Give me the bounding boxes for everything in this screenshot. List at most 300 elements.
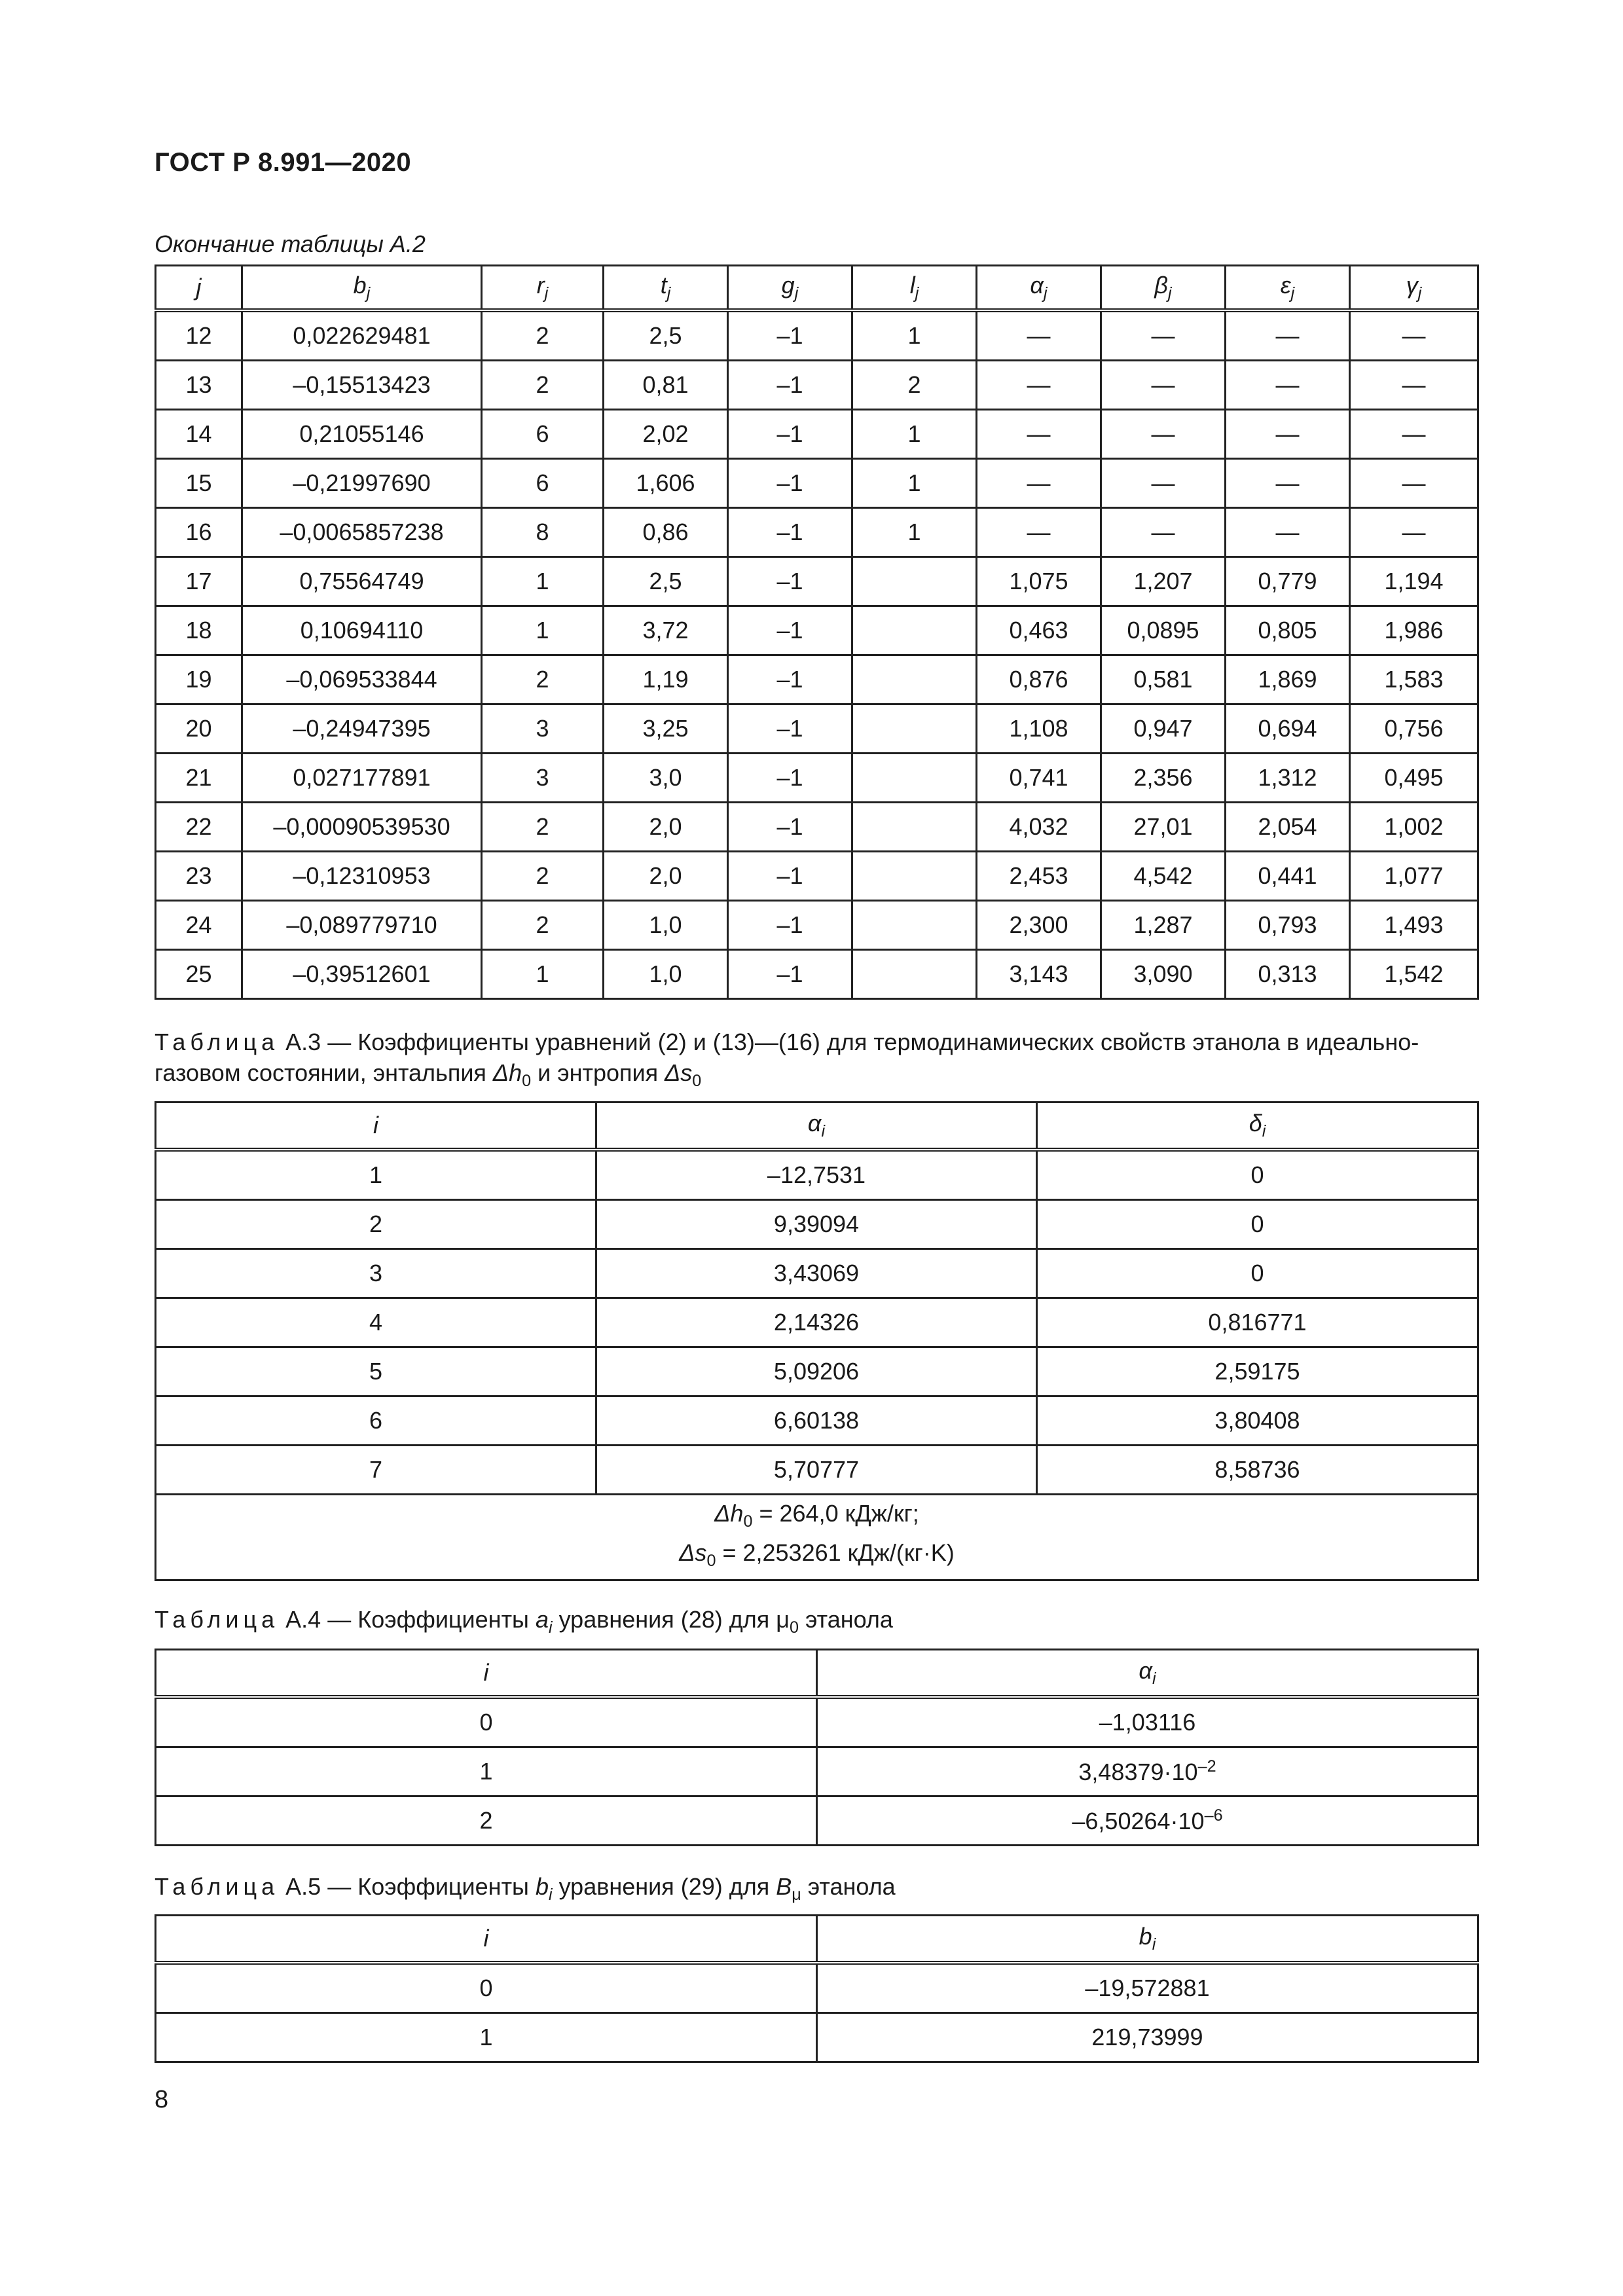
- table-a3-cell: 0: [1037, 1150, 1478, 1200]
- table-a2-cell: —: [1226, 410, 1350, 459]
- table-a2-header-subscript: j: [794, 284, 799, 303]
- table-a2-cell: 12: [156, 310, 242, 361]
- table-a2-cell: 0,463: [977, 606, 1101, 655]
- table-a3-cell: 5: [156, 1347, 596, 1396]
- table-a2-cell: –1: [728, 557, 852, 606]
- table-a2-row: [156, 361, 1478, 410]
- table-a3-header-cell: [1037, 1102, 1478, 1150]
- table-a2-cell: 1: [852, 310, 977, 361]
- table-a2-row: [156, 410, 1478, 459]
- table-a2-cell: 6: [482, 410, 604, 459]
- table-a4-value-mantissa: –6,50264·10: [1072, 1808, 1205, 1834]
- table-a3-cell: 9,39094: [596, 1200, 1037, 1249]
- table-a2-cell: 1,542: [1350, 950, 1478, 999]
- table-a5-caption-text-2: уравнения (29) для: [552, 1873, 776, 1900]
- table-a3-row: [156, 1150, 1478, 1200]
- table-a5-caption-B-sub: μ: [792, 1886, 801, 1904]
- table-a2-cell: 2: [482, 310, 604, 361]
- table-a5-body: [156, 1963, 1478, 2062]
- table-a5-caption-text-3: этанола: [801, 1873, 896, 1900]
- table-a4-header-row: [156, 1650, 1478, 1698]
- table-a2-cell: 6: [482, 459, 604, 508]
- table-a2-cell: 4,542: [1101, 852, 1226, 901]
- table-a2-cell: 2: [852, 361, 977, 410]
- table-a2-header-symbol: α: [1030, 271, 1044, 299]
- table-a2-cell: –1: [728, 754, 852, 803]
- table-a2-cell: 0,10694110: [242, 606, 482, 655]
- table-a2-cell: [852, 557, 977, 606]
- table-a5-caption-B: B: [776, 1873, 792, 1900]
- table-a3-cell: –12,7531: [596, 1150, 1037, 1200]
- table-a2-cell: —: [1101, 410, 1226, 459]
- table-a2-header-cell: [1226, 266, 1350, 311]
- table-a2-cell: 23: [156, 852, 242, 901]
- table-a2-cell: 3,25: [604, 704, 728, 754]
- table-a2-cell: —: [1350, 361, 1478, 410]
- table-a2-cell: 1,0: [604, 901, 728, 950]
- table-a3-note: [156, 1495, 1478, 1580]
- table-a2-header-subscript: j: [666, 284, 671, 303]
- table-a2-header-cell: [977, 266, 1101, 311]
- table-a2-cell: 1,869: [1226, 655, 1350, 704]
- table-a2-cell: 2,300: [977, 901, 1101, 950]
- table-a2-cell: 27,01: [1101, 803, 1226, 852]
- table-a4-cell: 2: [156, 1796, 817, 1846]
- table-a2-cell: 2: [482, 361, 604, 410]
- table-a2-cell: 0,027177891: [242, 754, 482, 803]
- table-a3-caption-text-2: газовом состоянии, энтальпия: [155, 1059, 493, 1086]
- table-a2-header-subscript: j: [366, 284, 371, 303]
- table-a2-cell: 2: [482, 803, 604, 852]
- table-a4-header-cell: [817, 1650, 1478, 1698]
- table-a2-cell: 0,581: [1101, 655, 1226, 704]
- table-a2-cell: 1,194: [1350, 557, 1478, 606]
- page-number: 8: [155, 2086, 169, 2113]
- table-a2-header-cell: [728, 266, 852, 311]
- table-a3-caption-dh: Δh: [492, 1059, 522, 1086]
- table-a3-caption-and: и энтропия: [531, 1059, 665, 1086]
- table-a2-cell: –1: [728, 704, 852, 754]
- table-a2-cell: 1,287: [1101, 901, 1226, 950]
- table-a4-caption-text-2: уравнения (28) для: [552, 1606, 776, 1633]
- table-a2-cell: 1,108: [977, 704, 1101, 754]
- table-a2-cell: —: [1226, 508, 1350, 557]
- table-a5-caption-label: Таблица: [155, 1873, 280, 1900]
- table-a2-cell: 3: [482, 754, 604, 803]
- table-a2-cell: 1,002: [1350, 803, 1478, 852]
- table-a2-header-symbol: γ: [1406, 271, 1418, 299]
- table-a2-cell: 1,986: [1350, 606, 1478, 655]
- table-a2-cell: 2,054: [1226, 803, 1350, 852]
- table-a2-cell: —: [977, 459, 1101, 508]
- table-a3-header-subscript: i: [1262, 1122, 1266, 1141]
- table-a2-cell: —: [1350, 508, 1478, 557]
- note-dh-value: = 264,0 кДж/кг;: [752, 1499, 919, 1527]
- table-a3-caption-ds-sub: 0: [692, 1072, 702, 1091]
- note-dh-sub: 0: [743, 1512, 753, 1531]
- table-a2-cell: 1,312: [1226, 754, 1350, 803]
- table-a2-header-subscript: j: [915, 284, 919, 303]
- table-a3-caption-label: Таблица: [155, 1029, 280, 1055]
- table-a2-cell: 19: [156, 655, 242, 704]
- table-a2-cell: 1,19: [604, 655, 728, 704]
- table-a2-header-symbol: r: [536, 271, 545, 299]
- table-a2-cell: [852, 754, 977, 803]
- table-a5-caption-number: А.5: [285, 1873, 321, 1900]
- table-a2-cell: –1: [728, 310, 852, 361]
- table-a2-row: [156, 803, 1478, 852]
- table-a4-cell: [817, 1796, 1478, 1846]
- table-a2-header-subscript: j: [1043, 284, 1048, 303]
- table-a3-header-symbol: i: [373, 1112, 378, 1139]
- table-a5-cell: 219,73999: [817, 2013, 1478, 2062]
- table-a4-caption-label: Таблица: [155, 1606, 280, 1633]
- table-a5-row: [156, 2013, 1478, 2062]
- table-a4-header-symbol: α: [1139, 1656, 1152, 1684]
- table-a2-cell: —: [1101, 459, 1226, 508]
- table-a5-header-cell: [817, 1916, 1478, 1963]
- table-a2-header-subscript: j: [1417, 284, 1422, 303]
- table-a3-cell: 3,43069: [596, 1249, 1037, 1298]
- table-a2-cell: 1: [482, 557, 604, 606]
- table-a3-cell: 2,59175: [1037, 1347, 1478, 1396]
- table-a2-cell: 24: [156, 901, 242, 950]
- table-a3-cell: 6,60138: [596, 1396, 1037, 1446]
- table-a2-cell: 2,5: [604, 310, 728, 361]
- table-a2-header-symbol: l: [909, 271, 915, 299]
- table-a4-header-cell: [156, 1650, 817, 1698]
- table-a2-cell: 0,741: [977, 754, 1101, 803]
- table-a5-cell: –19,572881: [817, 1963, 1478, 2013]
- table-a2-cell: 0,805: [1226, 606, 1350, 655]
- table-a2-row: [156, 459, 1478, 508]
- table-a2-cell: –0,15513423: [242, 361, 482, 410]
- table-a2-cell: –0,24947395: [242, 704, 482, 754]
- table-a2-cell: 1: [482, 606, 604, 655]
- table-a4-row: [156, 1747, 1478, 1796]
- table-a3-row: [156, 1200, 1478, 1249]
- table-a2-cell: 0,75564749: [242, 557, 482, 606]
- table-a5-header-row: [156, 1916, 1478, 1963]
- table-a3-cell: 1: [156, 1150, 596, 1200]
- table-a3-header-symbol: δ: [1249, 1109, 1262, 1137]
- table-a2-cell: 18: [156, 606, 242, 655]
- table-a2-cell: [852, 655, 977, 704]
- table-a2-cell: 2,356: [1101, 754, 1226, 803]
- table-a5-row: [156, 1963, 1478, 2013]
- table-a2-cell: —: [977, 508, 1101, 557]
- table-a2-cell: –1: [728, 606, 852, 655]
- table-a3-caption-number: А.3: [285, 1029, 321, 1055]
- table-a2-header-symbol: j: [196, 274, 202, 301]
- table-a2-row: [156, 606, 1478, 655]
- table-a2-cell: —: [1226, 459, 1350, 508]
- table-a2-cell: [852, 606, 977, 655]
- table-a2-row: [156, 950, 1478, 999]
- table-a2-cell: 0,793: [1226, 901, 1350, 950]
- table-a3: [155, 1101, 1479, 1581]
- table-a3-cell: 6: [156, 1396, 596, 1446]
- table-a2-header-symbol: t: [660, 271, 667, 299]
- note-ds-value: = 2,253261 кДж/(кг·K): [716, 1539, 955, 1566]
- table-a3-cell: 3: [156, 1249, 596, 1298]
- table-a2-cell: —: [977, 361, 1101, 410]
- table-a2-row: [156, 557, 1478, 606]
- table-a2-cell: 1: [852, 459, 977, 508]
- table-a4-caption: [155, 1604, 1484, 1643]
- table-a2-header-cell: [852, 266, 977, 311]
- table-a2-header-symbol: ε: [1280, 271, 1291, 299]
- table-a4-row: [156, 1697, 1478, 1747]
- table-a2-cell: 1: [852, 410, 977, 459]
- table-a2-cell: 1: [852, 508, 977, 557]
- table-a2-cell: 0,756: [1350, 704, 1478, 754]
- table-a2-cell: 0,86: [604, 508, 728, 557]
- table-a2-cell: 17: [156, 557, 242, 606]
- table-a2-cell: –0,12310953: [242, 852, 482, 901]
- table-a4-value-mantissa: 3,48379·10: [1078, 1758, 1198, 1785]
- table-a2-cell: 3,090: [1101, 950, 1226, 999]
- table-a2-header-cell: [1350, 266, 1478, 311]
- table-a2-cell: 2,0: [604, 852, 728, 901]
- table-a3-cell: 8,58736: [1037, 1446, 1478, 1495]
- table-a3-header-symbol: α: [807, 1109, 822, 1137]
- table-a4-header-subscript: i: [1152, 1669, 1156, 1688]
- table-a5-caption-text-1: — Коэффициенты: [321, 1873, 536, 1900]
- table-a3-note-row: [156, 1495, 1478, 1580]
- table-a3-caption-dh-sub: 0: [522, 1072, 532, 1091]
- table-a2-cell: 1,075: [977, 557, 1101, 606]
- table-a2-cell: 13: [156, 361, 242, 410]
- table-a2-cell: 0,81: [604, 361, 728, 410]
- table-a2-cell: 8: [482, 508, 604, 557]
- table-a2-cell: 0,022629481: [242, 310, 482, 361]
- table-a3-cell: 0: [1037, 1249, 1478, 1298]
- table-a2-cell: –0,00090539530: [242, 803, 482, 852]
- table-a2-header-cell: [482, 266, 604, 311]
- table-a2-cell: 25: [156, 950, 242, 999]
- table-a4-cell: [817, 1697, 1478, 1747]
- table-a2-cell: 1,0: [604, 950, 728, 999]
- table-a2-cell: [852, 901, 977, 950]
- table-a5-caption-b-sub: i: [548, 1886, 553, 1904]
- table-a2-cell: –1: [728, 655, 852, 704]
- table-a3-cell: 4: [156, 1298, 596, 1347]
- table-a2-cell: 2: [482, 655, 604, 704]
- table-a5-caption: [155, 1871, 1484, 1910]
- table-a2-cell: 20: [156, 704, 242, 754]
- table-a2-cell: 15: [156, 459, 242, 508]
- table-a2-cell: —: [1350, 410, 1478, 459]
- table-a2-cell: 2,02: [604, 410, 728, 459]
- table-a2-cell: 3: [482, 704, 604, 754]
- table-a2-cell: –1: [728, 410, 852, 459]
- table-a2-row: [156, 852, 1478, 901]
- table-a4-row: [156, 1796, 1478, 1846]
- table-a4-caption-mu-sub: 0: [790, 1618, 799, 1637]
- table-a5-header-symbol: i: [483, 1925, 489, 1952]
- table-a2-header-symbol: β: [1154, 271, 1168, 299]
- table-a3-header-cell: [596, 1102, 1037, 1150]
- table-a2-cell: –1: [728, 950, 852, 999]
- table-a2-cell: 4,032: [977, 803, 1101, 852]
- table-a2-header-subscript: j: [1290, 284, 1295, 303]
- table-a2-cell: 1,207: [1101, 557, 1226, 606]
- table-a2-row: [156, 508, 1478, 557]
- table-a3-header-subscript: i: [821, 1122, 826, 1141]
- table-a2-cell: 22: [156, 803, 242, 852]
- table-a4-cell: 1: [156, 1747, 817, 1796]
- table-a2-cell: —: [1101, 508, 1226, 557]
- table-a4: [155, 1649, 1479, 1846]
- table-a3-cell: 0: [1037, 1200, 1478, 1249]
- table-a2-cell: –1: [728, 361, 852, 410]
- table-a2-cell: 0,495: [1350, 754, 1478, 803]
- table-a2-cell: [852, 950, 977, 999]
- table-a2-cell: –0,0065857238: [242, 508, 482, 557]
- note-ds-sub: 0: [706, 1552, 716, 1571]
- table-a4-body: [156, 1697, 1478, 1846]
- table-a3-header-row: [156, 1102, 1478, 1150]
- table-a4-value-exponent: –2: [1197, 1757, 1216, 1776]
- table-a3-row: [156, 1347, 1478, 1396]
- table-a2: [155, 264, 1479, 1000]
- table-a5: [155, 1914, 1479, 2063]
- table-a3-cell: 2,14326: [596, 1298, 1037, 1347]
- table-a2-cell: 1,583: [1350, 655, 1478, 704]
- table-a2-header-subscript: j: [544, 284, 549, 303]
- table-a4-value-mantissa: –1,03116: [1099, 1709, 1196, 1736]
- table-a2-cell: —: [977, 410, 1101, 459]
- table-a2-cell: 2,5: [604, 557, 728, 606]
- table-a2-cell: –0,21997690: [242, 459, 482, 508]
- table-a2-cell: [852, 852, 977, 901]
- table-a2-cell: –0,069533844: [242, 655, 482, 704]
- table-a4-cell: [817, 1747, 1478, 1796]
- table-a2-cell: –1: [728, 508, 852, 557]
- table-a4-caption-a-sub: i: [548, 1618, 553, 1637]
- table-a3-header-cell: [156, 1102, 596, 1150]
- table-a2-cell: –0,39512601: [242, 950, 482, 999]
- table-a2-cell: –1: [728, 901, 852, 950]
- table-a2-cell: –1: [728, 459, 852, 508]
- table-a4-header-symbol: i: [483, 1659, 489, 1686]
- table-a2-header-cell: [604, 266, 728, 311]
- table-a2-row: [156, 704, 1478, 754]
- table-a4-caption-text-1: — Коэффициенты: [321, 1606, 536, 1633]
- table-a2-cell: 3,143: [977, 950, 1101, 999]
- table-a3-caption-text-1: — Коэффициенты уравнений (2) и (13)—(16) для термодинамических свойств этанола в идеально-: [321, 1029, 1419, 1055]
- table-a2-cell: —: [1226, 361, 1350, 410]
- table-a3-row: [156, 1298, 1478, 1347]
- table-a2-cell: —: [1350, 459, 1478, 508]
- table-a2-cell: —: [1101, 310, 1226, 361]
- table-a5-header-symbol: b: [1139, 1922, 1152, 1950]
- table-a2-row: [156, 754, 1478, 803]
- table-a2-cell: 3,72: [604, 606, 728, 655]
- table-a2-cell: 0,876: [977, 655, 1101, 704]
- table-a2-cell: —: [1226, 310, 1350, 361]
- table-a2-header-cell: [242, 266, 482, 311]
- table-a2-cell: —: [1101, 361, 1226, 410]
- table-a2-header-symbol: b: [353, 271, 367, 299]
- table-a2-cell: –0,089779710: [242, 901, 482, 950]
- table-a4-caption-number: А.4: [285, 1606, 321, 1633]
- table-a2-cell: 1,606: [604, 459, 728, 508]
- table-a2-cell: –1: [728, 852, 852, 901]
- table-a2-cell: 0,779: [1226, 557, 1350, 606]
- table-a2-cell: 1,493: [1350, 901, 1478, 950]
- table-a2-cell: 0,21055146: [242, 410, 482, 459]
- table-a4-cell: 0: [156, 1697, 817, 1747]
- table-a5-cell: 0: [156, 1963, 817, 2013]
- table-a2-row: [156, 310, 1478, 361]
- table-a4-caption-a: a: [535, 1606, 549, 1633]
- table-a2-header-subscript: j: [1167, 284, 1172, 303]
- table-a2-cell: 2,453: [977, 852, 1101, 901]
- table-a3-cell: 5,09206: [596, 1347, 1037, 1396]
- table-a3-cell: 7: [156, 1446, 596, 1495]
- table-a3-cell: 2: [156, 1200, 596, 1249]
- table-a2-cell: —: [1350, 310, 1478, 361]
- table-a2-cell: —: [977, 310, 1101, 361]
- table-a2-cell: –1: [728, 803, 852, 852]
- table-a2-cell: 1,077: [1350, 852, 1478, 901]
- table-a3-caption: [155, 1027, 1484, 1097]
- table-a2-header-symbol: g: [781, 271, 795, 299]
- table-a2-cell: 2: [482, 901, 604, 950]
- table-a2-cell: 0,947: [1101, 704, 1226, 754]
- table-a2-cell: 21: [156, 754, 242, 803]
- table-a5-caption-b: b: [535, 1873, 549, 1900]
- document-header: ГОСТ Р 8.991—2020: [155, 148, 412, 177]
- table-a2-body: [156, 310, 1478, 999]
- table-a2-cell: [852, 803, 977, 852]
- table-a4-caption-text-3: этанола: [799, 1606, 893, 1633]
- table-a3-cell: 0,816771: [1037, 1298, 1478, 1347]
- table-a3-caption-ds: Δs: [665, 1059, 693, 1086]
- table-a2-header-cell: [1101, 266, 1226, 311]
- table-a5-cell: 1: [156, 2013, 817, 2062]
- table-a2-cell: 1: [482, 950, 604, 999]
- table-a2-cell: 2: [482, 852, 604, 901]
- table-a3-row: [156, 1249, 1478, 1298]
- table-a2-cell: 16: [156, 508, 242, 557]
- table-a3-row: [156, 1446, 1478, 1495]
- table-a2-row: [156, 901, 1478, 950]
- table-a4-caption-mu: μ: [776, 1606, 790, 1633]
- note-ds-symbol: Δs: [679, 1539, 707, 1566]
- table-a2-cell: [852, 704, 977, 754]
- table-a2-cell: 14: [156, 410, 242, 459]
- table-a5-header-cell: [156, 1916, 817, 1963]
- table-a2-cell: 0,313: [1226, 950, 1350, 999]
- table-a2-header-cell: [156, 266, 242, 311]
- table-a3-body: [156, 1150, 1478, 1495]
- table-a2-cell: 3,0: [604, 754, 728, 803]
- table-a3-cell: 5,70777: [596, 1446, 1037, 1495]
- table-a2-cell: 2,0: [604, 803, 728, 852]
- table-a2-cell: 0,0895: [1101, 606, 1226, 655]
- table-a3-cell: 3,80408: [1037, 1396, 1478, 1446]
- table-a2-cell: 0,694: [1226, 704, 1350, 754]
- table-a4-value-exponent: –6: [1204, 1806, 1223, 1825]
- table-a5-header-subscript: i: [1152, 1935, 1156, 1954]
- table-a2-caption: Окончание таблицы А.2: [155, 230, 426, 257]
- note-dh-symbol: Δh: [714, 1499, 744, 1527]
- table-a3-row: [156, 1396, 1478, 1446]
- table-a2-header-row: [156, 266, 1478, 311]
